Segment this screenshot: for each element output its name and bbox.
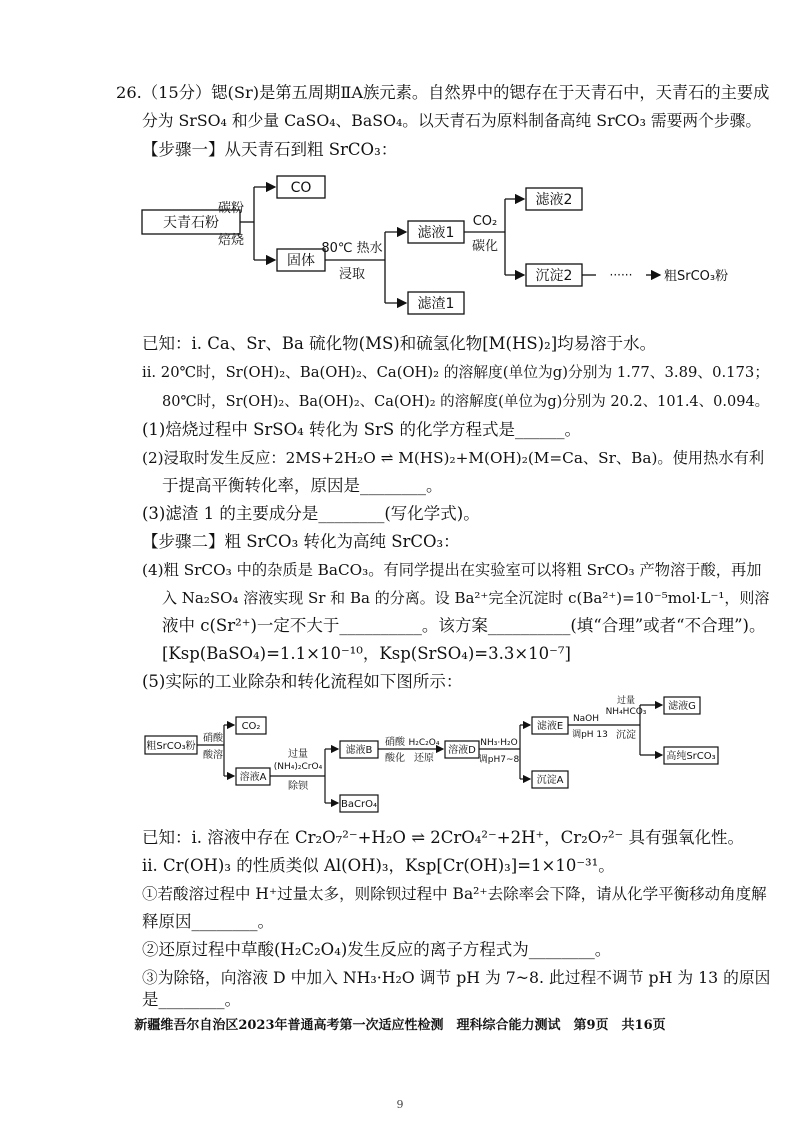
- label2-baprecip-t2: (NH₄)₂CrO₄: [273, 762, 323, 772]
- label2-ppt-bottom: 沉淀: [616, 730, 636, 741]
- label2-co2: CO₂: [241, 721, 261, 732]
- label2-baprecip-t1: 过量: [288, 749, 308, 760]
- label2-filtrateG: 滤液G: [668, 701, 696, 712]
- known-1: 已知：ⅰ. Ca、Sr、Ba 硫化物(MS)和硫氢化物[M(HS)₂]均易溶于水。: [142, 334, 657, 353]
- subq-5-3-line2: 是________。: [142, 990, 241, 1009]
- label2-filtrateE: 滤液E: [536, 721, 564, 732]
- label2-precipA: 沉淀A: [536, 775, 564, 786]
- label-filtrate2: 滤液2: [535, 192, 573, 208]
- known-4: 已知：ⅰ. 溶液中存在 Cr₂O₇²⁻+H₂O ⇌ 2CrO₄²⁻+2H⁺，Cr₂O₇²⁻ 具有强氧化性。: [142, 828, 745, 847]
- label2-product: 高纯SrCO₃: [666, 751, 716, 762]
- label2-naoh-top: NaOH: [572, 714, 600, 724]
- label-precip2: 沉淀2: [535, 268, 573, 284]
- subq-4-line3: 液中 c(Sr²⁺)一定不大于__________。该方案__________(填“合理”或者“不合理”)。: [162, 616, 766, 635]
- flow-diagram-step2: [0, 694, 800, 814]
- subq-4-line1: (4)粗 SrCO₃ 中的杂质是 BaCO₃。有同学提出在实验室可以将粗 SrCO₃ 产物溶于酸，再加: [142, 561, 762, 579]
- page-footer: 新疆维吾尔自治区2023年普通高考第一次适应性检测 理科综合能力测试 第9页 共16页: [134, 1018, 666, 1033]
- label2-dissolve-bottom: 酸溶: [203, 750, 223, 761]
- subq-5-2: ②还原过程中草酸(H₂C₂O₄)发生反应的离子方程式为________。: [142, 940, 612, 959]
- label2-solD: 溶液D: [448, 745, 476, 756]
- subq-5-1-line1: ①若酸溶过程中 H⁺过量太多，则除钡过程中 Ba²⁺去除率会下降，请从化学平衡移动角度解: [142, 885, 767, 903]
- subq-4-ksp: [Ksp(BaSO₄)=1.1×10⁻¹⁰，Ksp(SrSO₄)=3.3×10⁻⁷]: [162, 644, 571, 663]
- label-filtrate1: 滤液1: [417, 225, 455, 241]
- subq-2-line1: (2)浸取时发生反应：2MS+2H₂O ⇌ M(HS)₂+M(OH)₂(M=Ca、Sr、Ba)。使用热水有利: [142, 449, 765, 467]
- subq-5: (5)实际的工业除杂和转化流程如下图所示：: [142, 672, 463, 691]
- label-co: CO: [290, 180, 312, 196]
- label-dots: ······: [609, 268, 633, 282]
- step1-heading: 【步骤一】从天青石到粗 SrCO₃：: [142, 140, 398, 159]
- label2-filtrateB: 滤液B: [345, 745, 373, 756]
- subq-5-3-line1: ③为除铬，向溶液 D 中加入 NH₃·H₂O 调节 pH 为 7~8. 此过程不调节 pH 为 13 的原因: [142, 968, 771, 987]
- label-product: 粗SrCO₃粉: [664, 269, 729, 284]
- known-2: ⅱ. 20℃时，Sr(OH)₂、Ba(OH)₂、Ca(OH)₂ 的溶解度(单位为g)分别为 1.77、3.89、0.173；: [142, 364, 770, 381]
- label-roast-bottom: 焙烧: [217, 233, 245, 248]
- question-header-line2: 分为 SrSO₄ 和少量 CaSO₄、BaSO₄。以天青石为原料制备高纯 SrCO₃ 需要两个步骤。: [142, 111, 762, 130]
- subq-4-line2: 入 Na₂SO₄ 溶液实现 Sr 和 Ba 的分离。设 Ba²⁺完全沉淀时 c(Ba²⁺)=10⁻⁵mol·L⁻¹，则溶: [162, 589, 770, 607]
- label2-ph-top: NH₃·H₂O: [480, 738, 518, 748]
- subq-2-line2: 于提高平衡转化率，原因是________。: [162, 476, 443, 495]
- page-number: 9: [396, 1098, 404, 1111]
- label-residue1: 滤渣1: [417, 296, 455, 312]
- label2-ppt-t1: 过量: [616, 696, 636, 706]
- label2-baprecip-bottom: 除钡: [288, 781, 308, 792]
- label-leach-top: 80℃ 热水: [321, 241, 383, 256]
- step2-heading: 【步骤二】粗 SrCO₃ 转化为高纯 SrCO₃：: [142, 532, 460, 551]
- subq-1: (1)焙烧过程中 SrSO₄ 转化为 SrS 的化学方程式是______。: [142, 420, 581, 439]
- known-3: 80℃时，Sr(OH)₂、Ba(OH)₂、Ca(OH)₂ 的溶解度(单位为g)分别为 20.2、101.4、0.094。: [162, 394, 770, 410]
- label2-naoh-bottom: 调pH 13: [572, 730, 608, 740]
- question-header-line1: 26.（15分）锶(Sr)是第五周期ⅡA族元素。自然界中的锶存在于天青石中，天青石的主要成: [116, 83, 770, 102]
- label-start: 天青石粉: [163, 215, 219, 231]
- known-5: ⅱ. Cr(OH)₃ 的性质类似 Al(OH)₃，Ksp[Cr(OH)₃]=1×10⁻³¹。: [142, 856, 615, 875]
- label2-acid-top: 硝酸: [385, 737, 405, 748]
- label2-acid-bottom: 酸化: [385, 753, 405, 764]
- label-solid: 固体: [287, 253, 315, 269]
- subq-5-1-line2: 释原因________。: [142, 912, 274, 931]
- label-carb-bottom: 碳化: [471, 239, 499, 254]
- label2-ppt-t2: NH₄HCO₃: [605, 707, 647, 717]
- label2-dissolve-top: 硝酸: [203, 733, 223, 744]
- label2-start: 粗SrCO₃粉: [146, 741, 196, 752]
- label2-red-top: H₂C₂O₄: [408, 738, 440, 748]
- flow-diagram-step1: [0, 170, 800, 330]
- label2-bacro4: BaCrO₄: [341, 799, 377, 810]
- label-roast-top: 碳粉: [217, 201, 245, 216]
- label2-ph-bottom: 调pH7~8: [478, 755, 520, 765]
- subq-3: (3)滤渣 1 的主要成分是________(写化学式)。: [142, 504, 480, 523]
- label-leach-bottom: 浸取: [338, 267, 366, 282]
- label2-solA: 溶液A: [239, 772, 267, 783]
- label-carb-top: CO₂: [472, 214, 498, 229]
- label2-red-bottom: 还原: [414, 753, 434, 764]
